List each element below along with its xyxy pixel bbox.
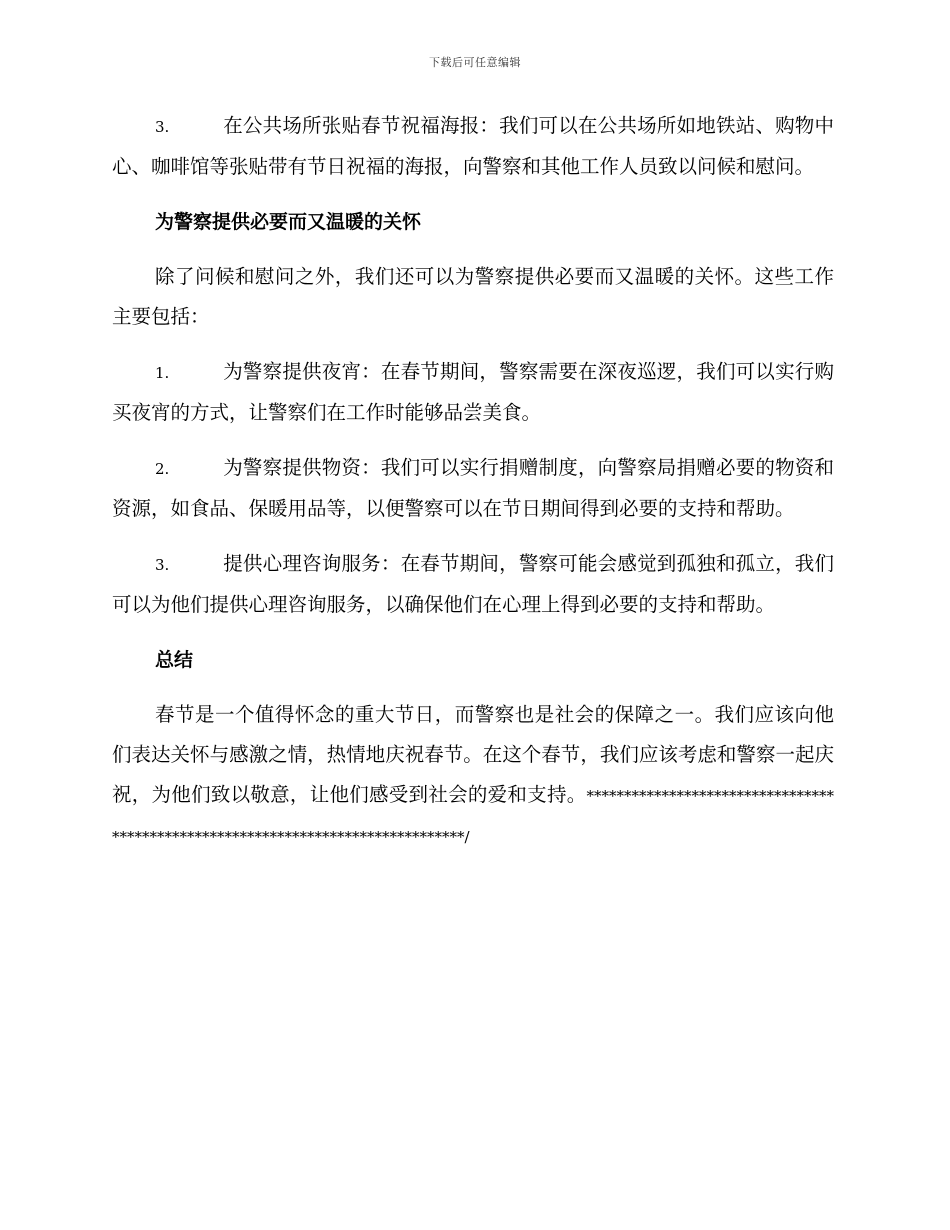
list-number: 3.: [155, 556, 170, 574]
list-number: 1.: [155, 364, 170, 382]
list-text: 在公共场所张贴春节祝福海报：我们可以在公共场所如地铁站、购物中心、咖啡馆等张贴带有节日祝福的海报，向警察和其他工作人员致以问候和慰问。: [112, 114, 834, 178]
section-heading-care: 为警察提供必要而又温暖的关怀: [155, 211, 422, 233]
header-note: 下载后可任意编辑: [429, 56, 521, 69]
list-item: [112, 352, 834, 433]
list-item: [112, 448, 834, 529]
care-intro-paragraph: 除了问候和慰问之外，我们还可以为警察提供必要而又温暖的关怀。这些工作主要包括：: [112, 265, 834, 328]
list-number: 2.: [155, 460, 170, 478]
list-number: 3.: [155, 118, 170, 136]
asterisk-divider: ********************************************************************************/: [112, 787, 834, 846]
list-item: [112, 106, 834, 187]
list-text: 为警察提供物资：我们可以实行捐赠制度，向警察局捐赠必要的物资和资源，如食品、保暖用品等，以便警察可以在节日期间得到必要的支持和帮助。: [112, 456, 834, 520]
list-text: 提供心理咨询服务：在春节期间，警察可能会感觉到孤独和孤立，我们可以为他们提供心理咨询服务，以确保他们在心理上得到必要的支持和帮助。: [112, 552, 834, 616]
summary-text: 春节是一个值得怀念的重大节日，而警察也是社会的保障之一。我们应该向他们表达关怀与感激之情，热情地庆祝春节。在这个春节，我们应该考虑和警察一起庆祝，为他们致以敬意，让他们感受到社会的爱和支持。: [112, 703, 834, 806]
list-item: [112, 544, 834, 625]
list-text: 为警察提供夜宵：在春节期间，警察需要在深夜巡逻，我们可以实行购买夜宵的方式，让警察们在工作时能够品尝美食。: [112, 360, 834, 424]
summary-paragraph: [112, 695, 834, 857]
section-heading-summary: 总结: [155, 649, 194, 671]
document-body: [112, 106, 834, 872]
